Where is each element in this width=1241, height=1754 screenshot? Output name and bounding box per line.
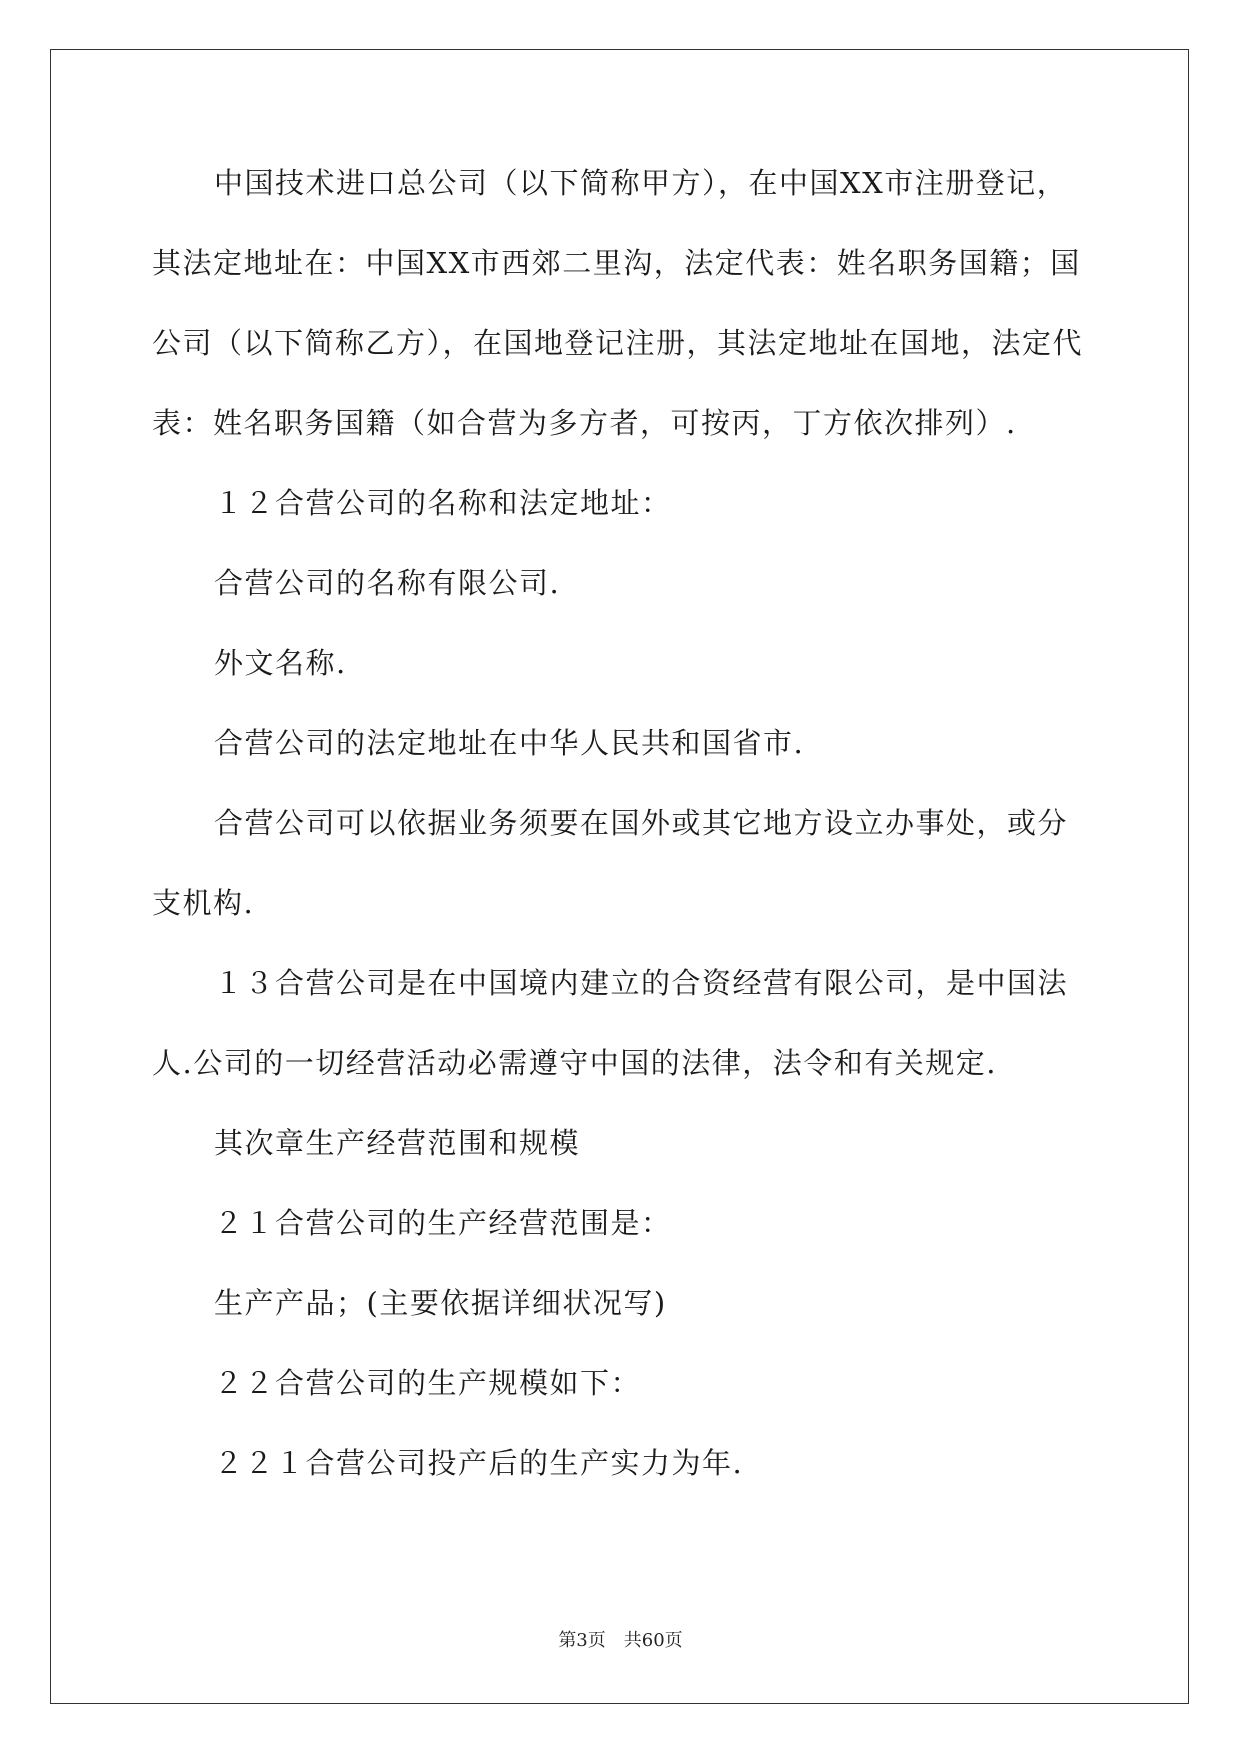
paragraph-line: 合营公司的法定地址在中华人民共和国省市. xyxy=(214,726,805,760)
paragraph-line: 生产产品；(主要依据详细状况写) xyxy=(214,1286,667,1320)
page-number: 第3页 xyxy=(558,1630,606,1651)
paragraph-line: 其法定地址在：中国XX市西郊二里沟，法定代表：姓名职务国籍；国 xyxy=(152,246,1081,280)
section-heading: １２合营公司的名称和法定地址： xyxy=(214,486,672,520)
paragraph-line: 中国技术进口总公司（以下简称甲方），在中国XX市注册登记， xyxy=(214,166,1068,200)
paragraph-line: 外文名称. xyxy=(214,646,347,680)
paragraph-line: １３合营公司是在中国境内建立的合资经营有限公司，是中国法 xyxy=(214,966,1069,1000)
paragraph-line: 人.公司的一切经营活动必需遵守中国的法律，法令和有关规定. xyxy=(152,1046,997,1080)
chapter-heading: 其次章生产经营范围和规模 xyxy=(214,1126,581,1160)
page-total: 共60页 xyxy=(623,1630,683,1651)
paragraph-line: 合营公司可以依据业务须要在国外或其它地方设立办事处，或分 xyxy=(214,806,1069,840)
paragraph-line: 支机构. xyxy=(152,886,255,920)
paragraph-line: 表：姓名职务国籍（如合营为多方者，可按丙，丁方依次排列）. xyxy=(152,406,1017,440)
document-body xyxy=(152,163,1090,1523)
page-footer xyxy=(0,1626,1241,1652)
paragraph-line: 公司（以下简称乙方），在国地登记注册，其法定地址在国地，法定代 xyxy=(152,326,1084,360)
paragraph-line: ２２１合营公司投产后的生产实力为年. xyxy=(214,1446,744,1480)
section-heading: ２１合营公司的生产经营范围是： xyxy=(214,1206,672,1240)
section-heading: ２２合营公司的生产规模如下： xyxy=(214,1366,642,1400)
paragraph-line: 合营公司的名称有限公司. xyxy=(214,566,561,600)
